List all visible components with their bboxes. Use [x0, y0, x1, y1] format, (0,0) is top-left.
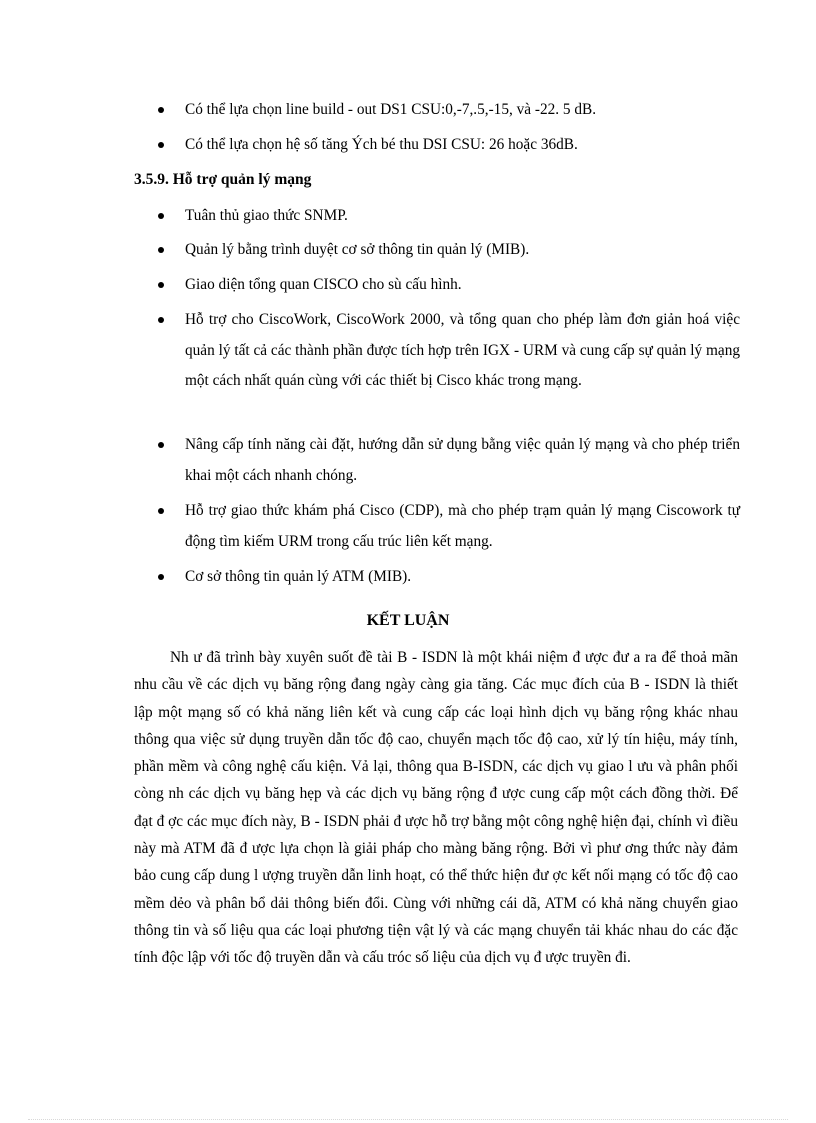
list-item-text: Nâng cấp tính năng cài đặt, hướng dẫn sử dụng bằng việc quản lý mạng và cho phép triển khai một cách nhanh chóng.: [185, 436, 740, 484]
list-item-text: Hỗ trợ giao thức khám phá Cisco (CDP), mà cho phép trạm quản lý mạng Ciscowork tự động tìm kiếm URM trong cấu trúc liên kết mạng.: [185, 502, 740, 550]
section-heading: 3.5.9. Hỗ trợ quản lý mạng: [134, 171, 312, 188]
bullet-icon: [158, 247, 164, 253]
conclusion-paragraph: Nh ư đã trình bày xuyên suốt đề tài B - ISDN là một khái niệm đ ược đư a ra để thoả mãn nhu cầu về các dịch vụ băng rộng đang ngày càng gia tăng. Các mục đích của B - ISDN là thiết lập một mạng số có khả năng liên kết và cung cấp các loại hình dịch vụ băng rộng khác nhau thông qua việc sử dụng truyền dẫn tốc độ cao, chuyển mạch tốc độ cao, xử lý tín hiệu, máy tính, phần mềm và công nghệ cấu kiện. Vả lại, thông qua B-ISDN, các dịch vụ giao l ưu và phân phối còng nh các dịch vụ băng hẹp và các dịch vụ băng rộng đ ược cung cấp một cách đồng thời. Để đạt đ ợc các mục đích này, B - ISDN phải đ ược hỗ trợ bằng một công nghệ hiện đại, chính vì điều này mà ATM đã đ ược lựa chọn là giải pháp cho màng băng rộng. Bởi vì phư ơng thức này đảm bảo cung cấp dung l ượng truyền dẫn linh hoạt, có thể thức hiện đư ợc kết nối mạng có tốc độ cao mềm dẻo và phân bổ dải thông biến đổi. Cùng với những cái dã, ATM có khả năng chuyển giao thông tin và số liệu qua các loại phương tiện vật lý và các mạng chuyển tải khác nhau do các đặc tính độc lập với tốc độ truyền dẫn và cấu tróc số liệu của dịch vụ đ ược truyền đi.: [134, 649, 738, 967]
list-item-text: Giao diện tổng quan CISCO cho sù cấu hình.: [185, 276, 462, 293]
bullet-icon: [158, 213, 164, 219]
bullet-icon: [158, 317, 164, 323]
conclusion-title: KẾT LUẬN: [366, 612, 450, 629]
list-item-text: Cơ sở thông tin quản lý ATM (MIB).: [185, 568, 412, 585]
bullet-icon: [158, 282, 164, 288]
bullet-icon: [158, 442, 164, 448]
list-item-text: Hỗ trợ cho CiscoWork, CiscoWork 2000, và tổng quan cho phép làm đơn giản hoá việc quản lý tất cả các thành phần được tích hợp trên IGX - URM và cung cấp sự quản lý mạng một cách nhất quán cùng với các thiết bị Cisco khác trong mạng.: [185, 311, 740, 390]
bullet-icon: [158, 574, 164, 580]
page-bottom-divider: [28, 1119, 788, 1120]
bullet-icon: [158, 107, 164, 113]
list-item-text: Có thể lựa chọn line build - out DS1 CSU:0,-7,.5,-15, và -22. 5 dB.: [185, 101, 597, 118]
list-item-text: Quản lý bằng trình duyệt cơ sở thông tin quản lý (MIB).: [185, 241, 530, 258]
bullet-icon: [158, 142, 164, 148]
bullet-icon: [158, 508, 164, 514]
list-item-text: Tuân thủ giao thức SNMP.: [185, 207, 348, 224]
list-item-text: Có thể lựa chọn hệ số tăng Ých bé thu DSI CSU: 26 hoặc 36dB.: [185, 136, 578, 153]
